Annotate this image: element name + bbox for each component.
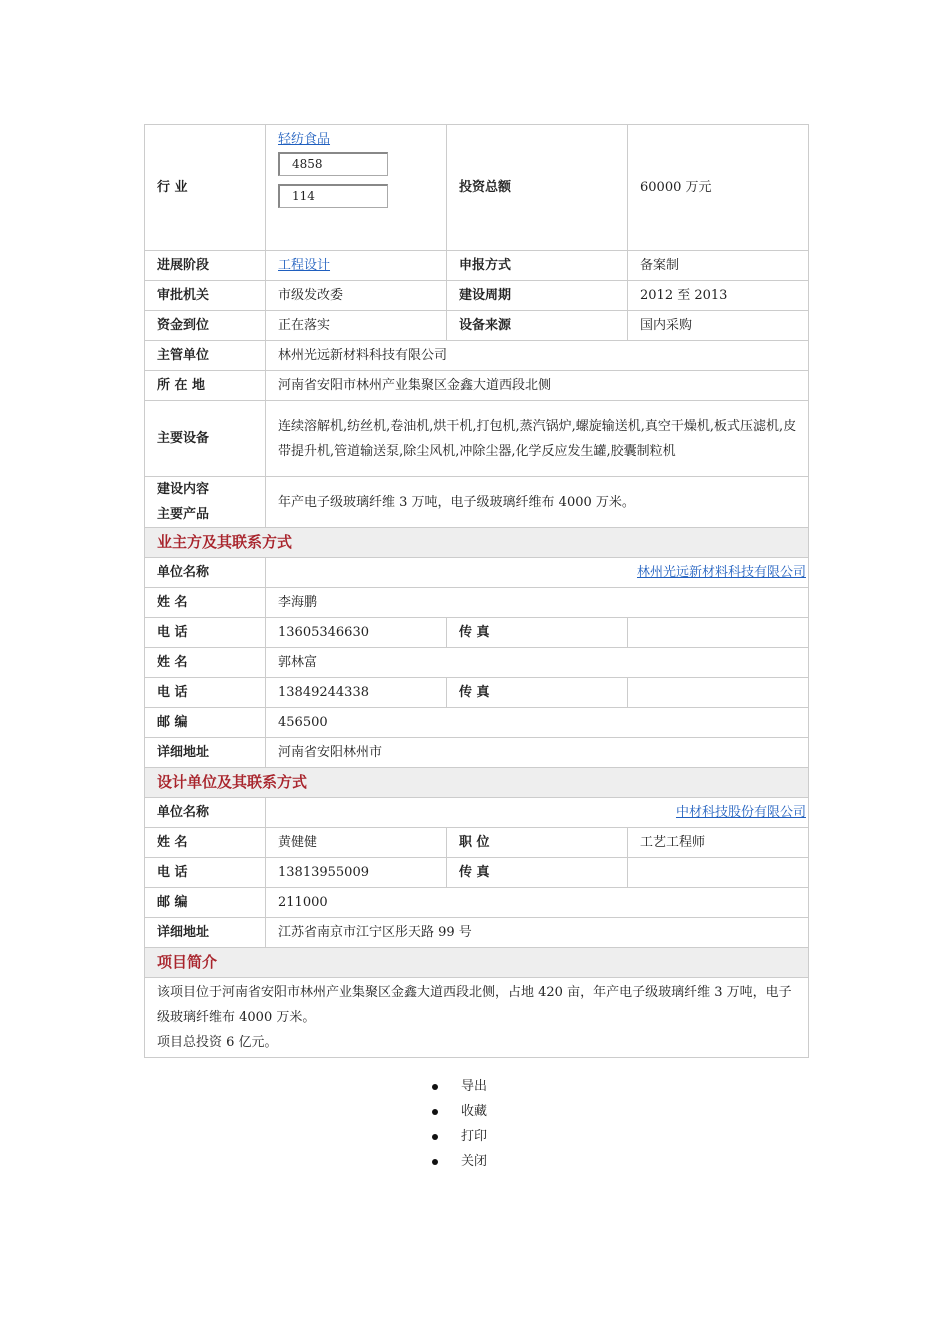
bullet-icon xyxy=(432,1109,438,1115)
project-info-table xyxy=(144,124,809,1058)
bullet-icon xyxy=(432,1084,438,1090)
industry-link[interactable]: 轻纺食品 xyxy=(278,132,331,147)
content-label-line1: 建设内容 xyxy=(157,482,210,497)
investment-value: 60000 万元 xyxy=(628,125,809,251)
owner-name1-label: 姓 名 xyxy=(145,588,266,618)
owner-name1: 李海鹏 xyxy=(266,588,809,618)
favorite-label: 收藏 xyxy=(461,1104,488,1119)
favorite-action[interactable] xyxy=(432,1099,487,1124)
designer-section-title: 设计单位及其联系方式 xyxy=(145,768,809,798)
content-label-line2: 主要产品 xyxy=(157,507,210,522)
equipment-source-label: 设备来源 xyxy=(447,311,628,341)
action-list xyxy=(432,1074,487,1174)
owner-phone1: 13605346630 xyxy=(266,618,447,648)
export-label: 导出 xyxy=(461,1079,488,1094)
owner-phone2-label: 电 话 xyxy=(145,678,266,708)
owner-unit-link[interactable]: 林州光远新材料科技有限公司 xyxy=(636,565,806,580)
owner-name2-label: 姓 名 xyxy=(145,648,266,678)
owner-zip-label: 邮 编 xyxy=(145,708,266,738)
content-label xyxy=(145,477,266,528)
bullet-icon xyxy=(432,1159,438,1165)
designer-zip: 211000 xyxy=(266,888,809,918)
funds-value: 正在落实 xyxy=(266,311,447,341)
intro-paragraph: 该项目位于河南省安阳市林州产业集聚区金鑫大道西段北侧，占地 420 亩，年产电子级玻璃纤维 3 万吨，电子级玻璃纤维布 4000 万米。 xyxy=(157,985,792,1025)
approval-label: 审批机关 xyxy=(145,281,266,311)
designer-address: 江苏省南京市江宁区彤天路 99 号 xyxy=(266,918,809,948)
owner-address: 河南省安阳林州市 xyxy=(266,738,809,768)
industry-code-box: 4858 xyxy=(278,152,388,176)
designer-name-label: 姓 名 xyxy=(145,828,266,858)
owner-zip: 456500 xyxy=(266,708,809,738)
intro-body xyxy=(145,978,809,1058)
designer-fax xyxy=(628,858,809,888)
designer-address-label: 详细地址 xyxy=(145,918,266,948)
stage-label: 进展阶段 xyxy=(145,251,266,281)
owner-section-title: 业主方及其联系方式 xyxy=(145,528,809,558)
project-detail-sheet xyxy=(144,124,808,1058)
bullet-icon xyxy=(432,1134,438,1140)
designer-unit-label: 单位名称 xyxy=(145,798,266,828)
authority-label: 主管单位 xyxy=(145,341,266,371)
stage-link[interactable]: 工程设计 xyxy=(278,258,331,273)
owner-fax1-label: 传 真 xyxy=(447,618,628,648)
approval-value: 市级发改委 xyxy=(266,281,447,311)
industry-label: 行 业 xyxy=(145,125,266,251)
designer-phone: 13813955009 xyxy=(266,858,447,888)
designer-unit-link[interactable]: 中材科技股份有限公司 xyxy=(675,805,806,820)
investment-label: 投资总额 xyxy=(447,125,628,251)
designer-name: 黄健健 xyxy=(266,828,447,858)
designer-zip-label: 邮 编 xyxy=(145,888,266,918)
print-label: 打印 xyxy=(461,1129,488,1144)
print-action[interactable] xyxy=(432,1124,487,1149)
authority-value: 林州光远新材料科技有限公司 xyxy=(266,341,809,371)
close-label: 关闭 xyxy=(461,1154,488,1169)
location-label: 所 在 地 xyxy=(145,371,266,401)
designer-title: 工艺工程师 xyxy=(628,828,809,858)
close-action[interactable] xyxy=(432,1149,487,1174)
intro-section-title: 项目简介 xyxy=(145,948,809,978)
content-value: 年产电子级玻璃纤维 3 万吨，电子级玻璃纤维布 4000 万米。 xyxy=(266,477,809,528)
industry-sub-box: 114 xyxy=(278,184,388,208)
period-value: 2012 至 2013 xyxy=(628,281,809,311)
owner-name2: 郭林富 xyxy=(266,648,809,678)
owner-fax1 xyxy=(628,618,809,648)
owner-phone2: 13849244338 xyxy=(266,678,447,708)
designer-fax-label: 传 真 xyxy=(447,858,628,888)
equipment-value: 连续溶解机,纺丝机,卷油机,烘干机,打包机,蒸汽锅炉,螺旋输送机,真空干燥机,板式压滤机,皮带提升机,管道输送泵,除尘风机,冲除尘器,化学反应发生罐,胶囊制粒机 xyxy=(266,401,809,477)
report-value: 备案制 xyxy=(628,251,809,281)
industry-cell xyxy=(266,125,447,251)
equipment-source-value: 国内采购 xyxy=(628,311,809,341)
export-action[interactable] xyxy=(432,1074,487,1099)
intro-investment: 项目总投资 6 亿元。 xyxy=(157,1035,278,1050)
designer-phone-label: 电 话 xyxy=(145,858,266,888)
funds-label: 资金到位 xyxy=(145,311,266,341)
owner-phone1-label: 电 话 xyxy=(145,618,266,648)
owner-fax2 xyxy=(628,678,809,708)
designer-title-label: 职 位 xyxy=(447,828,628,858)
location-value: 河南省安阳市林州产业集聚区金鑫大道西段北侧 xyxy=(266,371,809,401)
equipment-label: 主要设备 xyxy=(145,401,266,477)
report-label: 申报方式 xyxy=(447,251,628,281)
owner-unit-label: 单位名称 xyxy=(145,558,266,588)
owner-fax2-label: 传 真 xyxy=(447,678,628,708)
period-label: 建设周期 xyxy=(447,281,628,311)
owner-address-label: 详细地址 xyxy=(145,738,266,768)
